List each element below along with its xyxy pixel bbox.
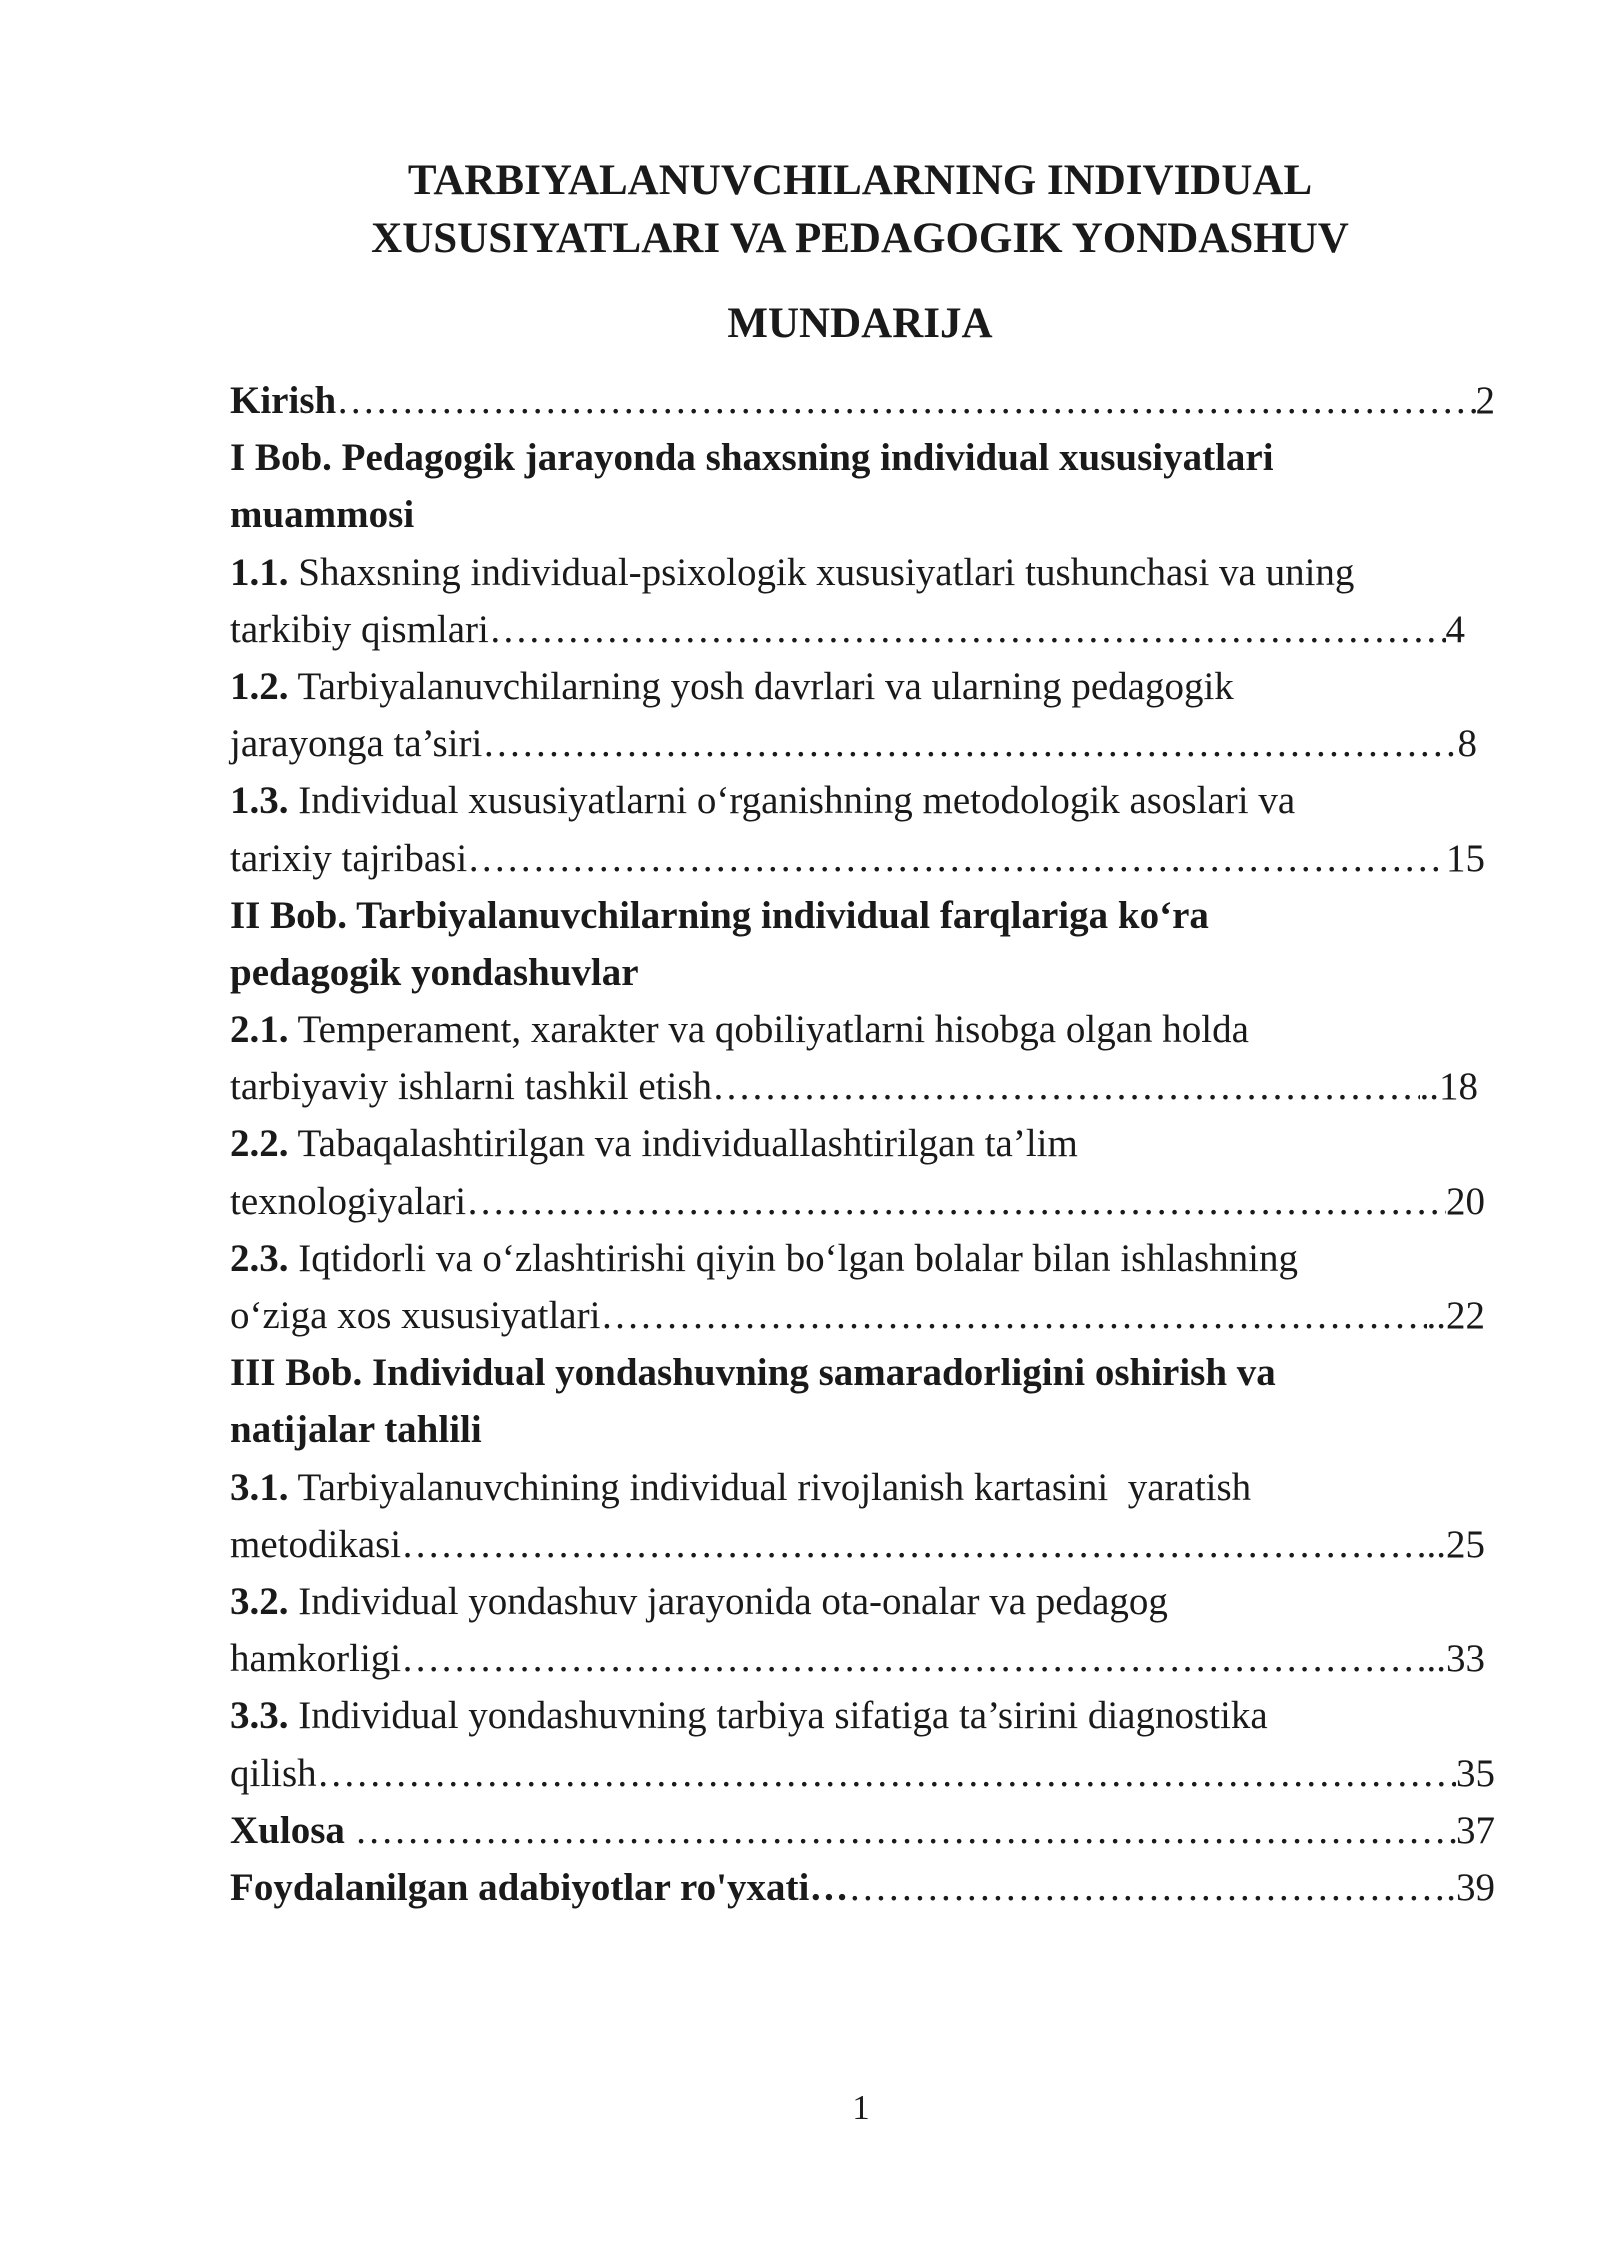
section-title: Iqtidorli va o‘zlashtirishi qiyin bo‘lgan bolalar bilan ishlashning xyxy=(288,1236,1298,1280)
bold-leader-dots: … xyxy=(809,1865,849,1909)
toc-entry-conclusion xyxy=(230,1802,1495,1859)
dot-leader xyxy=(482,715,1457,772)
section-number: 2.1. xyxy=(230,1008,289,1052)
toc-entry-2-1-cont xyxy=(230,1058,1495,1115)
section-title-cont: texnologiyalari xyxy=(230,1179,467,1223)
dot-leader xyxy=(355,1802,1456,1859)
page-number: 1 xyxy=(852,2088,870,2127)
section-title: Individual yondashuvning tarbiya sifatiga ta’sirini diagnostika xyxy=(288,1694,1268,1738)
toc-entry-2-3-cont xyxy=(230,1287,1495,1344)
chapter-3-title: III Bob. Individual yondashuvning samaradorligini oshirish va xyxy=(230,1351,1276,1395)
toc-entry-intro xyxy=(230,372,1495,429)
chapter-1-title-cont: muammosi xyxy=(230,493,415,537)
section-title-cont: hamkorligi xyxy=(230,1637,402,1681)
chapter-3-title-cont: natijalar tahlili xyxy=(230,1408,482,1452)
dot-leader xyxy=(401,1630,1426,1687)
section-title: Individual xususiyatlarni o‘rganishning metodologik asoslari va xyxy=(288,779,1296,823)
section-title: Temperament, xarakter va qobiliyatlarni hisobga olgan holda xyxy=(288,1008,1249,1052)
toc-entry-2-2 xyxy=(230,1115,1495,1172)
section-title-cont: tarbiyaviy ishlarni tashkil etish xyxy=(230,1065,712,1109)
dot-leader xyxy=(317,1745,1456,1802)
toc-page-number: 2 xyxy=(1475,379,1495,422)
toc-page-number: 15 xyxy=(1446,836,1485,880)
section-number: 2.3. xyxy=(230,1236,289,1280)
toc-page-number: 37 xyxy=(1456,1808,1495,1852)
table-of-contents xyxy=(230,372,1495,1916)
toc-entry-1-3-cont xyxy=(230,830,1495,887)
section-number: 3.3. xyxy=(230,1694,289,1738)
toc-entry-1-2-cont xyxy=(230,715,1495,772)
section-title: Tarbiyalanuvchilarning yosh davrlari va ularning pedagogik xyxy=(288,664,1234,708)
dot-leader xyxy=(600,1287,1426,1344)
toc-entry-3-3 xyxy=(230,1687,1495,1744)
section-number: 2.2. xyxy=(230,1122,289,1166)
section-title: Shaxsning individual-psixologik xususiyatlari tushunchasi va uning xyxy=(288,550,1355,594)
toc-entry-3-1-cont xyxy=(230,1516,1495,1573)
toc-page-number: .39 xyxy=(1446,1865,1495,1909)
toc-page-number: 8 xyxy=(1457,722,1477,766)
title-line-1: TARBIYALANUVCHILARNING INDIVIDUAL xyxy=(407,157,1313,204)
chapter-1-title: I Bob. Pedagogik jarayonda shaxsning individual xususiyatlari xyxy=(230,436,1274,480)
toc-page-number: ..22 xyxy=(1426,1294,1485,1337)
toc-entry-1-2 xyxy=(230,658,1495,715)
chapter-2-title-cont: pedagogik yondashuvlar xyxy=(230,950,639,994)
title-line-2: XUSUSIYATLARI VA PEDAGOGIK YONDASHUV xyxy=(371,215,1349,262)
toc-entry-3-2 xyxy=(230,1573,1495,1630)
section-title: Tarbiyalanuvchining individual rivojlanish kartasini yaratish xyxy=(288,1465,1252,1509)
section-number: 1.2. xyxy=(230,664,289,708)
section-title-cont: tarkibiy qismlari xyxy=(230,607,489,651)
dot-leader xyxy=(712,1058,1420,1115)
toc-entry-1-1-cont xyxy=(230,601,1495,658)
chapter-2-title: II Bob. Tarbiyalanuvchilarning individual farqlariga ko‘ra xyxy=(230,893,1209,937)
section-title-cont: qilish xyxy=(230,1751,317,1795)
toc-entry-references xyxy=(230,1859,1495,1916)
section-title-cont: tarixiy tajribasi xyxy=(230,836,468,880)
toc-entry-1-3 xyxy=(230,772,1495,829)
toc-page-number: ..25 xyxy=(1426,1522,1485,1566)
toc-page-number: 4 xyxy=(1445,607,1465,651)
section-number: 1.1. xyxy=(230,550,289,594)
section-title-cont: o‘ziga xos xususiyatlari xyxy=(230,1294,601,1337)
dot-leader xyxy=(848,1859,1446,1916)
toc-entry-3-1 xyxy=(230,1459,1495,1516)
section-title-cont: jarayonga ta’siri xyxy=(230,722,483,766)
toc-entry-3-2-cont xyxy=(230,1630,1495,1687)
dot-leader xyxy=(489,601,1446,658)
toc-entry-label: Xulosa xyxy=(230,1808,355,1852)
dot-leader xyxy=(466,1173,1446,1230)
toc-page-number: ..18 xyxy=(1419,1065,1478,1109)
toc-page-number: ..33 xyxy=(1426,1637,1485,1681)
section-title: Tabaqalashtirilgan va individuallashtirilgan ta’lim xyxy=(288,1122,1078,1166)
section-title: Individual yondashuv jarayonida ota-onalar va pedagog xyxy=(288,1579,1168,1623)
toc-entry-2-3 xyxy=(230,1230,1495,1287)
section-number: 3.1. xyxy=(230,1465,289,1509)
toc-entry-2-1 xyxy=(230,1001,1495,1058)
toc-entry-3-3-cont xyxy=(230,1745,1495,1802)
toc-entry-2-2-cont xyxy=(230,1173,1495,1230)
toc-page-number: 20 xyxy=(1446,1179,1485,1223)
dot-leader xyxy=(401,1516,1426,1573)
toc-heading: MUNDARIJA xyxy=(727,300,993,347)
document-title xyxy=(230,152,1490,268)
toc-entry-1-1 xyxy=(230,544,1495,601)
section-number: 1.3. xyxy=(230,779,289,823)
toc-page-number: 35 xyxy=(1456,1751,1495,1795)
section-title-cont: metodikasi xyxy=(230,1522,402,1566)
dot-leader xyxy=(467,830,1446,887)
section-number: 3.2. xyxy=(230,1579,289,1623)
toc-entry-label: Foydalanilgan adabiyotlar ro'yxati xyxy=(230,1865,810,1909)
toc-entry-label: Kirish xyxy=(230,379,337,422)
dot-leader xyxy=(336,372,1475,429)
